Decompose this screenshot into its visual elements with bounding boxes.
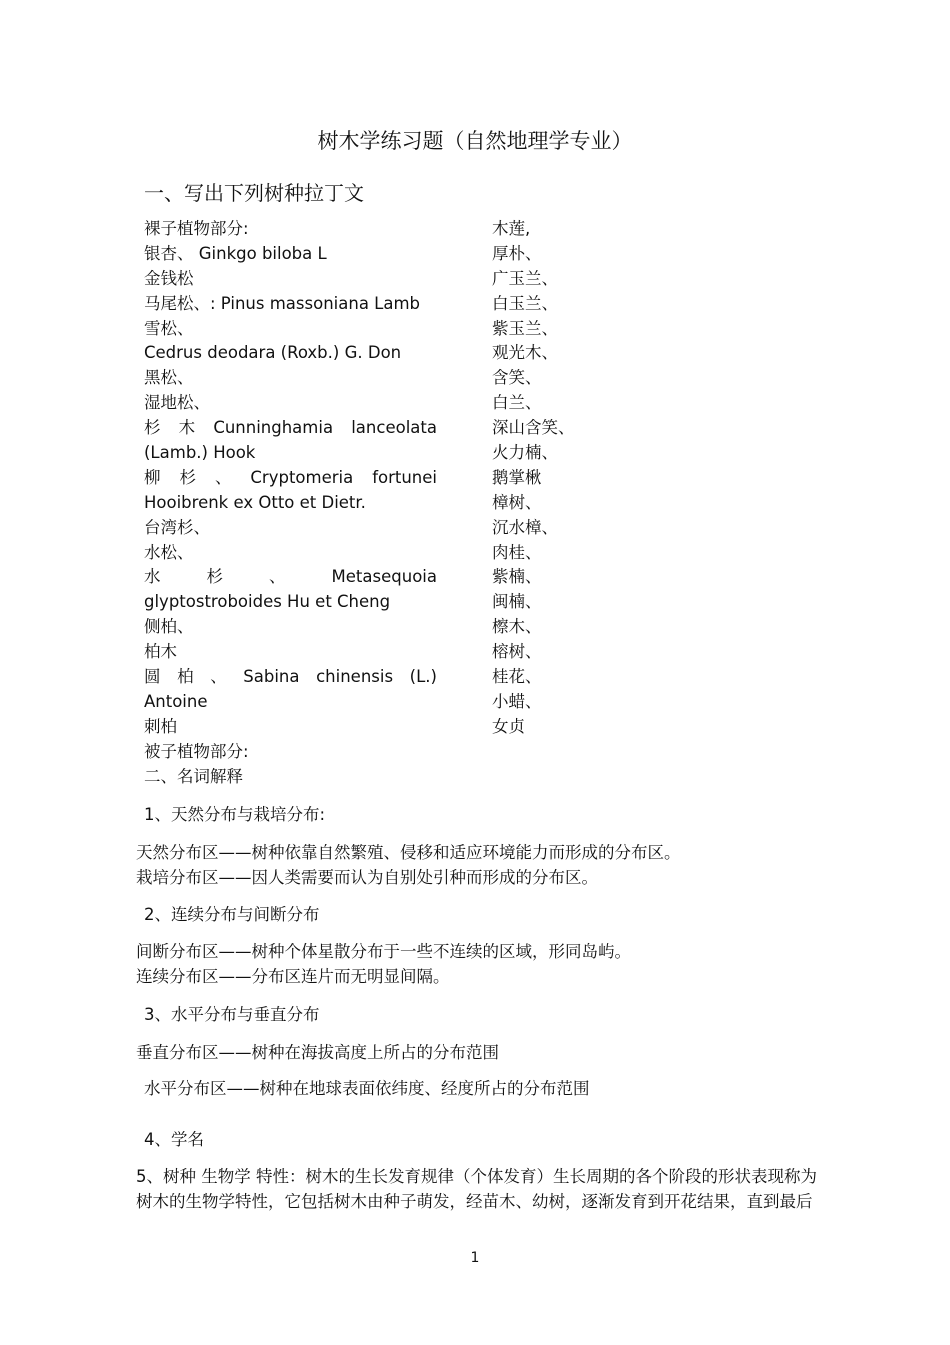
term-definition: 天然分布区——树种依靠自然繁殖、侵移和适应环境能力而形成的分布区。 [136, 843, 681, 862]
species-line: glyptostroboides Hu et Cheng [144, 592, 391, 612]
term-heading: 4、学名 [144, 1130, 204, 1149]
species-name: 檫木、 [492, 617, 542, 637]
species-line: 台湾杉、 [144, 517, 210, 537]
species-name: 桂花、 [492, 667, 542, 687]
species-name: 广玉兰、 [492, 268, 558, 288]
term-definition: 树木的生物学特性，它包括树木由种子萌发，经苗木、幼树，逐渐发育到开花结果，直到最后 [136, 1192, 813, 1211]
term-heading: 3、水平分布与垂直分布 [144, 1005, 320, 1024]
species-line: 黑松、 [144, 368, 194, 388]
species-name: 火力楠、 [492, 443, 558, 463]
species-name: 含笑、 [492, 368, 542, 388]
term-heading: 2、连续分布与间断分布 [144, 905, 320, 924]
species-line: 柏木 [144, 642, 177, 662]
species-line-justified: 圆 柏 、 Sabina chinensis (L.) [144, 667, 437, 687]
left-column [144, 217, 444, 789]
species-name: 闽楠、 [492, 592, 542, 612]
species-line: (Lamb.) Hook [144, 443, 256, 463]
term-definition: 水平分布区——树种在地球表面依纬度、经度所占的分布范围 [144, 1079, 590, 1098]
right-column [492, 217, 692, 740]
species-name: 鹅掌楸 [492, 467, 542, 487]
term-definition: 5、树种 生物学 特性：树木的生长发育规律（个体发育）生长周期的各个阶段的形状表现称为 [136, 1167, 817, 1186]
document-title: 树木学练习题（自然地理学专业） [317, 129, 633, 153]
species-line: 银杏、 Ginkgo biloba L [144, 243, 327, 263]
species-name: 沉水樟、 [492, 517, 558, 537]
species-name: 白玉兰、 [492, 293, 558, 313]
species-name: 小蜡、 [492, 691, 542, 711]
species-name: 厚朴、 [492, 243, 542, 263]
species-name: 肉桂、 [492, 542, 542, 562]
species-name: 白兰、 [492, 393, 542, 413]
species-line-justified: 柳 杉 、 Cryptomeria fortunei [144, 467, 437, 487]
species-name: 榕树、 [492, 642, 542, 662]
subheading-angiosperms: 被子植物部分: [144, 741, 249, 761]
species-line: 雪松、 [144, 318, 194, 338]
species-line: Antoine [144, 691, 208, 711]
subheading-gymnosperms: 裸子植物部分: [144, 219, 249, 238]
term-definition: 垂直分布区——树种在海拔高度上所占的分布范围 [136, 1043, 499, 1062]
species-line-justified: 水 杉 、 Metasequoia [144, 567, 437, 587]
species-line: 马尾松、: Pinus massoniana Lamb [144, 293, 421, 313]
species-line: 水松、 [144, 542, 194, 562]
species-line: 湿地松、 [144, 393, 210, 413]
species-name: 观光木、 [492, 343, 558, 363]
section-heading-latin-names: 一、写出下列树种拉丁文 [144, 181, 364, 205]
species-name: 樟树、 [492, 492, 542, 512]
page-number: 1 [470, 1250, 480, 1266]
species-line: 刺柏 [144, 716, 177, 736]
species-name: 紫玉兰、 [492, 318, 558, 338]
species-name: 女贞 [492, 716, 525, 736]
section-heading-terms: 二、名词解释 [144, 766, 243, 786]
species-line: 金钱松 [144, 268, 194, 288]
term-definition: 栽培分布区——因人类需要而认为自别处引种而形成的分布区。 [136, 868, 598, 887]
species-name: 紫楠、 [492, 567, 542, 587]
species-line: Cedrus deodara (Roxb.) G. Don [144, 343, 402, 363]
term-heading: 1、天然分布与栽培分布: [144, 805, 326, 824]
species-name: 深山含笑、 [492, 418, 575, 438]
term-definition: 间断分布区——树种个体星散分布于一些不连续的区域，形同岛屿。 [136, 942, 631, 961]
species-name: 木莲, [492, 219, 531, 238]
species-line: 侧柏、 [144, 617, 194, 637]
species-line-justified: 杉 木 Cunninghamia lanceolata [144, 418, 437, 438]
term-definition: 连续分布区——分布区连片而无明显间隔。 [136, 967, 450, 986]
species-line: Hooibrenk ex Otto et Dietr. [144, 492, 366, 512]
